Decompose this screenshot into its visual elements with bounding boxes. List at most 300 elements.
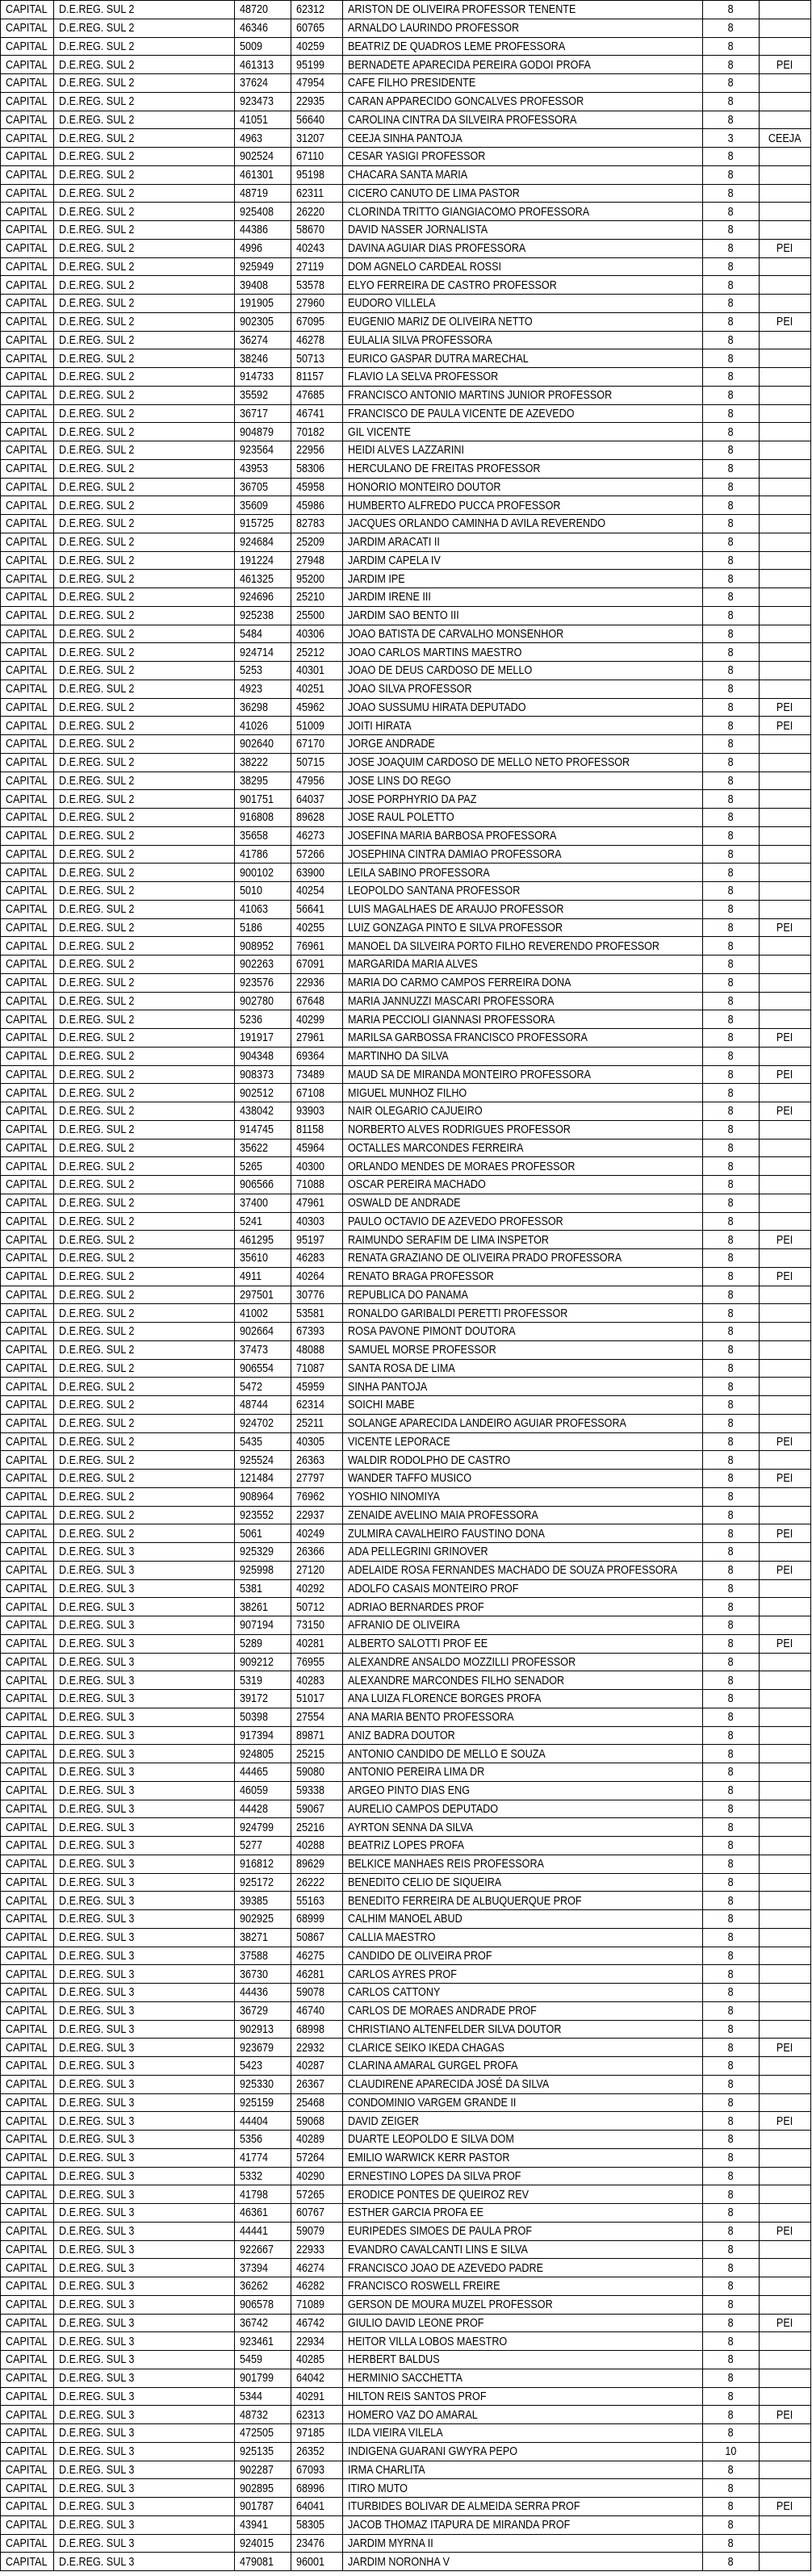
unit-code-cell	[291, 221, 343, 240]
school-code: 48732	[240, 2407, 269, 2422]
table-row	[1, 2039, 811, 2057]
unit-code: 55163	[296, 1893, 325, 1908]
unit-code-cell	[291, 239, 343, 257]
program: PEI	[776, 1637, 793, 1651]
table-row	[1, 588, 811, 607]
unit-code: 26352	[296, 2444, 325, 2459]
school-name: HILTON REIS SANTOS PROF	[348, 2389, 487, 2403]
region: CAPITAL	[6, 626, 48, 641]
region: CAPITAL	[6, 2004, 48, 2018]
school-name-cell	[343, 956, 703, 974]
school-code-cell	[235, 918, 291, 937]
school-code-cell	[235, 790, 291, 809]
program-cell	[760, 790, 811, 809]
table-body	[1, 1, 811, 2571]
region: CAPITAL	[6, 443, 48, 458]
unit-code-cell	[291, 56, 343, 74]
school-name: JOSEPHINA CINTRA DAMIAO PROFESSORA	[348, 847, 562, 861]
unit-code: 45962	[296, 700, 325, 714]
region-cell	[1, 1616, 54, 1635]
value: 8	[727, 351, 735, 366]
unit-code-cell	[291, 423, 343, 441]
value-cell	[703, 386, 760, 404]
school-name: INDIGENA GUARANI GWYRA PEPO	[348, 2444, 518, 2459]
school-name-cell	[343, 845, 703, 864]
school-code: 5277	[240, 1838, 263, 1853]
value: 8	[727, 1728, 735, 1742]
unit-code: 26220	[296, 204, 325, 219]
school-name: CAFE FILHO PRESIDENTE	[348, 76, 476, 90]
school-code: 472505	[240, 2426, 274, 2440]
program-cell	[760, 2131, 811, 2149]
school-code-cell	[235, 753, 291, 772]
regional-directorate: D.E.REG. SUL 2	[59, 1471, 135, 1486]
program-cell	[760, 1910, 811, 1929]
region-cell	[1, 423, 54, 441]
regional-directorate-cell	[54, 1726, 235, 1745]
school-name: ITIRO MUTO	[348, 2481, 408, 2495]
school-name-cell	[343, 1139, 703, 1157]
unit-code: 40305	[296, 1434, 325, 1449]
school-code-cell	[235, 1524, 291, 1543]
value-cell	[703, 1726, 760, 1745]
program: PEI	[776, 1232, 793, 1247]
value: 8	[727, 39, 735, 53]
regional-directorate-cell	[54, 1763, 235, 1782]
regional-directorate: D.E.REG. SUL 3	[59, 1893, 135, 1908]
program-cell	[760, 2259, 811, 2277]
school-name: LEILA SABINO PROFESSORA	[348, 865, 490, 880]
program-cell	[760, 1965, 811, 1984]
regional-directorate: D.E.REG. SUL 2	[59, 1343, 135, 1357]
value-cell	[703, 276, 760, 295]
region: CAPITAL	[6, 204, 48, 219]
school-name-cell	[343, 717, 703, 735]
school-name-cell	[343, 1487, 703, 1506]
region: CAPITAL	[6, 2187, 48, 2202]
value: 8	[727, 186, 735, 200]
unit-code-cell	[291, 2406, 343, 2424]
school-name-cell	[343, 1304, 703, 1323]
region-cell	[1, 1157, 54, 1176]
region-cell	[1, 826, 54, 845]
school-name: AFRANIO DE OLIVEIRA	[348, 1618, 460, 1633]
school-code-cell	[235, 1506, 291, 1524]
school-name-cell	[343, 1800, 703, 1818]
value: 8	[727, 1379, 735, 1394]
unit-code-cell	[291, 1065, 343, 1084]
regional-directorate: D.E.REG. SUL 2	[59, 847, 135, 861]
regional-directorate: D.E.REG. SUL 3	[59, 2114, 135, 2128]
unit-code: 64037	[296, 792, 325, 806]
region: CAPITAL	[6, 1324, 48, 1339]
region-cell	[1, 1029, 54, 1048]
school-code-cell	[235, 1323, 291, 1341]
school-name: SOICHI MABE	[348, 1398, 415, 1412]
value: 8	[727, 1710, 735, 1725]
program-cell	[760, 459, 811, 478]
regional-directorate-cell	[54, 698, 235, 717]
table-row	[1, 368, 811, 387]
school-name: JOSE RAUL POLETTO	[348, 810, 454, 825]
region-cell	[1, 625, 54, 643]
unit-code-cell	[291, 2259, 343, 2277]
region: CAPITAL	[6, 1490, 48, 1504]
value-cell	[703, 1396, 760, 1415]
unit-code: 46742	[296, 2315, 325, 2330]
regional-directorate-cell	[54, 1120, 235, 1139]
table-row	[1, 1506, 811, 1524]
table-row	[1, 662, 811, 680]
region: CAPITAL	[6, 223, 48, 237]
school-name-cell	[343, 1249, 703, 1268]
school-code-cell	[235, 735, 291, 754]
school-code-cell	[235, 1947, 291, 1965]
regional-directorate: D.E.REG. SUL 3	[59, 1838, 135, 1853]
regional-directorate-cell	[54, 515, 235, 533]
region-cell	[1, 882, 54, 901]
school-code-cell	[235, 1102, 291, 1121]
program-cell	[760, 129, 811, 148]
value-cell	[703, 1267, 760, 1286]
regional-directorate: D.E.REG. SUL 2	[59, 204, 135, 219]
value: 8	[727, 406, 735, 420]
school-name: JOAO DE DEUS CARDOSO DE MELLO	[348, 663, 533, 678]
school-name: JACQUES ORLANDO CAMINHA D AVILA REVERENDO	[348, 516, 606, 531]
unit-code: 59068	[296, 2114, 325, 2128]
program: PEI	[776, 2114, 793, 2128]
unit-code-cell	[291, 74, 343, 93]
table-row	[1, 1598, 811, 1616]
school-code-cell	[235, 478, 291, 496]
regional-directorate-cell	[54, 184, 235, 203]
region: CAPITAL	[6, 1159, 48, 1173]
value: 8	[727, 168, 735, 182]
unit-code-cell	[291, 2498, 343, 2516]
school-code-cell	[235, 349, 291, 368]
table-row	[1, 203, 811, 221]
unit-code: 47685	[296, 388, 325, 403]
value-cell	[703, 1634, 760, 1653]
school-code-cell	[235, 312, 291, 331]
school-name: GERSON DE MOURA MUZEL PROFESSOR	[348, 2298, 553, 2312]
value-cell	[703, 2369, 760, 2387]
school-code: 902287	[240, 2462, 274, 2477]
school-code: 901799	[240, 2371, 274, 2386]
value-cell	[703, 2534, 760, 2553]
table-row	[1, 1102, 811, 1121]
school-name-cell	[343, 1065, 703, 1084]
school-code: 38261	[240, 1600, 269, 1614]
school-code: 41798	[240, 2187, 269, 2202]
unit-code: 27120	[296, 1563, 325, 1578]
school-code-cell	[235, 1634, 291, 1653]
table-row	[1, 1634, 811, 1653]
regional-directorate: D.E.REG. SUL 2	[59, 957, 135, 972]
school-code-cell	[235, 973, 291, 992]
unit-code-cell	[291, 790, 343, 809]
school-name: ERNESTINO LOPES DA SILVA PROF	[348, 2168, 521, 2183]
region-cell	[1, 1451, 54, 1470]
value: 8	[727, 479, 735, 494]
table-row	[1, 2131, 811, 2149]
program: PEI	[776, 920, 793, 935]
program-cell	[760, 56, 811, 74]
program-cell	[760, 1506, 811, 1524]
regional-directorate-cell	[54, 2185, 235, 2204]
region-cell	[1, 404, 54, 423]
regional-directorate-cell	[54, 478, 235, 496]
region: CAPITAL	[6, 94, 48, 109]
program: PEI	[776, 2499, 793, 2514]
region-cell	[1, 753, 54, 772]
regional-directorate-cell	[54, 551, 235, 570]
school-code: 902305	[240, 315, 274, 329]
region: CAPITAL	[6, 2077, 48, 2092]
school-name-cell	[343, 2259, 703, 2277]
region-cell	[1, 1102, 54, 1121]
region: CAPITAL	[6, 21, 48, 36]
unit-code: 40291	[296, 2389, 325, 2403]
school-name-cell	[343, 1543, 703, 1562]
value-cell	[703, 19, 760, 37]
program-cell	[760, 1616, 811, 1635]
region: CAPITAL	[6, 186, 48, 200]
value: 8	[727, 2371, 735, 2386]
unit-code-cell	[291, 1781, 343, 1800]
school-code: 915725	[240, 516, 274, 531]
school-code-cell	[235, 698, 291, 717]
value: 8	[727, 1948, 735, 1963]
school-name-cell	[343, 1267, 703, 1286]
school-name-cell	[343, 386, 703, 404]
school-code-cell	[235, 2515, 291, 2534]
region: CAPITAL	[6, 462, 48, 476]
table-row	[1, 1396, 811, 1415]
school-code-cell	[235, 1139, 291, 1157]
value: 8	[727, 2224, 735, 2239]
school-code: 37473	[240, 1343, 269, 1357]
unit-code: 89628	[296, 810, 325, 825]
regional-directorate-cell	[54, 1432, 235, 1451]
unit-code-cell	[291, 735, 343, 754]
unit-code-cell	[291, 956, 343, 974]
region: CAPITAL	[6, 1471, 48, 1486]
program-cell	[760, 1176, 811, 1194]
program-cell	[760, 864, 811, 882]
school-code: 36262	[240, 2279, 269, 2294]
value-cell	[703, 992, 760, 1010]
regional-directorate: D.E.REG. SUL 2	[59, 406, 135, 420]
regional-directorate: D.E.REG. SUL 2	[59, 479, 135, 494]
unit-code-cell	[291, 441, 343, 460]
value-cell	[703, 368, 760, 387]
table-row	[1, 2314, 811, 2332]
school-code-cell	[235, 643, 291, 662]
school-name: MAUD SA DE MIRANDA MONTEIRO PROFESSORA	[348, 1067, 592, 1081]
unit-code-cell	[291, 1634, 343, 1653]
table-row	[1, 1763, 811, 1782]
school-code: 5010	[240, 884, 263, 898]
value: 8	[727, 718, 735, 733]
region-cell	[1, 148, 54, 166]
regional-directorate-cell	[54, 1286, 235, 1304]
value-cell	[703, 1340, 760, 1359]
school-code: 36298	[240, 700, 269, 714]
school-name: JARDIM ARACATI II	[348, 535, 440, 550]
unit-code-cell	[291, 276, 343, 295]
unit-code: 22933	[296, 2242, 325, 2256]
regional-directorate: D.E.REG. SUL 3	[59, 1801, 135, 1816]
unit-code: 45958	[296, 479, 325, 494]
school-name-cell	[343, 1194, 703, 1212]
value: 8	[727, 1875, 735, 1889]
unit-code-cell	[291, 92, 343, 111]
region-cell	[1, 2277, 54, 2296]
regional-directorate-cell	[54, 1745, 235, 1763]
school-code-cell	[235, 2277, 291, 2296]
school-name-cell	[343, 588, 703, 607]
school-code-cell	[235, 606, 291, 625]
school-name: MARIA PECCIOLI GIANNASI PROFESSORA	[348, 1012, 555, 1027]
school-code: 38222	[240, 755, 269, 770]
school-name: CICERO CANUTO DE LIMA PASTOR	[348, 186, 520, 200]
regional-directorate: D.E.REG. SUL 2	[59, 278, 135, 292]
value-cell	[703, 809, 760, 827]
unit-code-cell	[291, 2075, 343, 2093]
regional-directorate: D.E.REG. SUL 3	[59, 2462, 135, 2477]
school-name-cell	[343, 698, 703, 717]
unit-code: 53578	[296, 278, 325, 292]
unit-code-cell	[291, 2461, 343, 2479]
value-cell	[703, 2277, 760, 2296]
region-cell	[1, 1708, 54, 1726]
value: 8	[727, 626, 735, 641]
program-cell	[760, 1598, 811, 1616]
unit-code-cell	[291, 1176, 343, 1194]
school-name-cell	[343, 2424, 703, 2443]
table-row	[1, 1726, 811, 1745]
region: CAPITAL	[6, 1104, 48, 1119]
unit-code-cell	[291, 2112, 343, 2131]
value-cell	[703, 56, 760, 74]
school-code-cell	[235, 809, 291, 827]
program-cell	[760, 404, 811, 423]
school-code-cell	[235, 845, 291, 864]
program-cell	[760, 386, 811, 404]
value-cell	[703, 1323, 760, 1341]
unit-code-cell	[291, 1671, 343, 1690]
unit-code-cell	[291, 1726, 343, 1745]
school-name-cell	[343, 2534, 703, 2553]
program-cell	[760, 533, 811, 551]
school-code: 4923	[240, 682, 263, 696]
unit-code: 57266	[296, 847, 325, 861]
region-cell	[1, 1855, 54, 1873]
regional-directorate-cell	[54, 606, 235, 625]
region-cell	[1, 1194, 54, 1212]
region-cell	[1, 1726, 54, 1745]
region-cell	[1, 973, 54, 992]
region-cell	[1, 845, 54, 864]
region: CAPITAL	[6, 1379, 48, 1394]
value: 8	[727, 645, 735, 659]
regional-directorate: D.E.REG. SUL 2	[59, 773, 135, 788]
school-name-cell	[343, 1634, 703, 1653]
table-row	[1, 515, 811, 533]
value-cell	[703, 1139, 760, 1157]
value: 8	[727, 1269, 735, 1284]
region: CAPITAL	[6, 2224, 48, 2239]
value-cell	[703, 864, 760, 882]
regional-directorate: D.E.REG. SUL 3	[59, 1581, 135, 1595]
school-code-cell	[235, 1029, 291, 1048]
table-row	[1, 1451, 811, 1470]
region-cell	[1, 1965, 54, 1984]
region-cell	[1, 2167, 54, 2185]
school-code: 461325	[240, 571, 274, 586]
school-name: ITURBIDES BOLIVAR DE ALMEIDA SERRA PROF	[348, 2499, 580, 2514]
value: 8	[727, 2260, 735, 2275]
school-name: OCTALLES MARCONDES FERREIRA	[348, 1140, 524, 1155]
regional-directorate: D.E.REG. SUL 2	[59, 1177, 135, 1192]
unit-code-cell	[291, 1414, 343, 1432]
region-cell	[1, 1323, 54, 1341]
school-code-cell	[235, 2351, 291, 2369]
school-name-cell	[343, 753, 703, 772]
value: 8	[727, 2, 735, 17]
school-code-cell	[235, 496, 291, 515]
regional-directorate: D.E.REG. SUL 3	[59, 1746, 135, 1761]
unit-code-cell	[291, 588, 343, 607]
region-cell	[1, 1084, 54, 1102]
program-cell	[760, 331, 811, 349]
regional-directorate: D.E.REG. SUL 2	[59, 498, 135, 512]
region-cell	[1, 478, 54, 496]
unit-code: 62311	[296, 186, 324, 200]
region: CAPITAL	[6, 2371, 48, 2386]
region-cell	[1, 937, 54, 956]
regional-directorate: D.E.REG. SUL 2	[59, 1508, 135, 1522]
school-code: 5423	[240, 2059, 263, 2073]
school-code-cell	[235, 1010, 291, 1029]
region-cell	[1, 1800, 54, 1818]
regional-directorate-cell	[54, 2020, 235, 2039]
unit-code-cell	[291, 148, 343, 166]
school-name: NORBERTO ALVES RODRIGUES PROFESSOR	[348, 1123, 571, 1137]
value-cell	[703, 2075, 760, 2093]
region: CAPITAL	[6, 112, 48, 127]
table-row	[1, 2093, 811, 2112]
region: CAPITAL	[6, 2518, 48, 2532]
school-name: JOSE LINS DO REGO	[348, 773, 451, 788]
school-name-cell	[343, 2093, 703, 2112]
program-cell	[760, 1267, 811, 1286]
region: CAPITAL	[6, 1123, 48, 1137]
table-row	[1, 74, 811, 93]
regional-directorate-cell	[54, 1487, 235, 1506]
school-code-cell	[235, 1653, 291, 1671]
region-cell	[1, 1378, 54, 1396]
program: PEI	[776, 700, 793, 714]
school-name-cell	[343, 148, 703, 166]
regional-directorate-cell	[54, 2387, 235, 2406]
school-code: 924799	[240, 1820, 274, 1834]
value: 8	[727, 1746, 735, 1761]
school-name-cell	[343, 1873, 703, 1892]
program-cell	[760, 698, 811, 717]
value-cell	[703, 2112, 760, 2131]
